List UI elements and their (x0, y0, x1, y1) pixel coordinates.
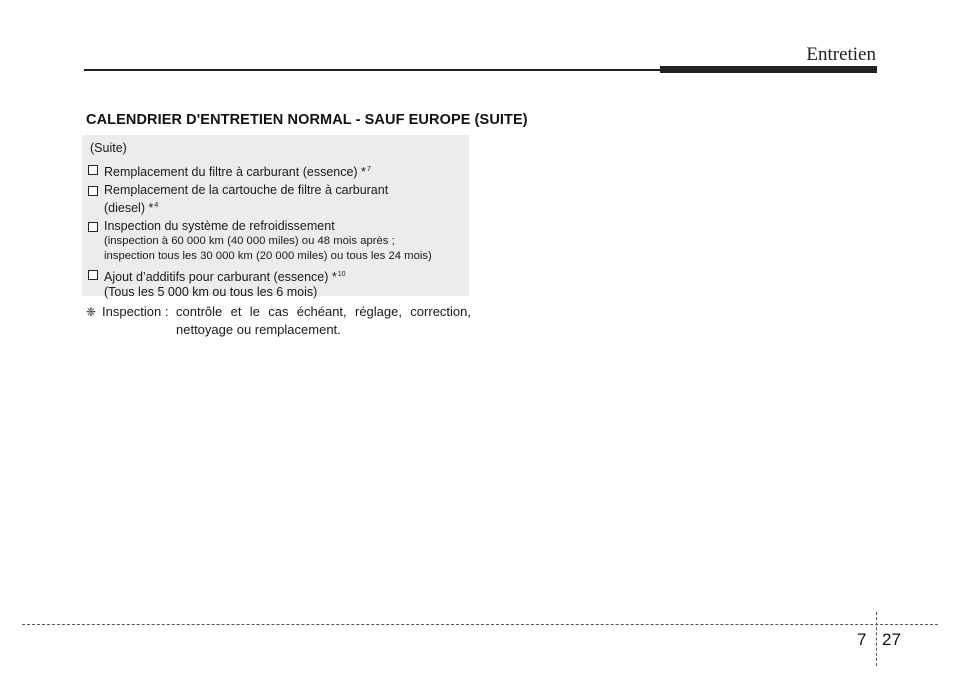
item-text: Remplacement de la cartouche de filtre à carburant (104, 183, 389, 198)
list-item (87, 183, 465, 216)
item-text: Ajout d’additifs pour carburant (essence) * (104, 270, 337, 285)
header-title: Entretien (806, 44, 876, 65)
header-rule-accent (660, 66, 877, 73)
chapter-number: 7 (857, 630, 867, 649)
footer-divider (22, 624, 938, 625)
note-symbol-icon: ❈ (86, 305, 97, 319)
checkbox-icon (88, 186, 98, 196)
maintenance-items (87, 162, 465, 303)
footnote-ref: 4 (154, 202, 159, 210)
section-heading: CALENDRIER D'ENTRETIEN NORMAL - SAUF EUROPE (SUITE) (86, 112, 528, 128)
checkbox-icon (88, 270, 98, 280)
checkbox-icon (88, 222, 98, 232)
inspection-note (86, 303, 471, 339)
item-detail: (inspection à 60 000 km (40 000 miles) ou 48 mois après ; (104, 235, 395, 248)
note-definition: nettoyage ou remplacement. (176, 322, 341, 337)
footnote-ref: 10 (337, 271, 346, 279)
header-rule (84, 69, 660, 71)
item-text: (diesel) * (104, 201, 154, 216)
footer-page-divider (876, 612, 877, 666)
page-number: 27 (882, 630, 901, 649)
item-detail: (Tous les 5 000 km ou tous les 6 mois) (104, 285, 318, 300)
item-detail: inspection tous les 30 000 km (20 000 miles) ou tous les 24 mois) (104, 250, 432, 263)
list-item (87, 162, 465, 180)
note-definition: contrôle et le cas échéant, réglage, correction, (176, 304, 471, 319)
checkbox-icon (88, 165, 98, 175)
footnote-ref: 7 (366, 166, 371, 173)
list-item (87, 267, 465, 300)
item-text: Inspection du système de refroidissement (104, 219, 335, 234)
note-term: Inspection : (102, 304, 169, 319)
item-text: Remplacement du filtre à carburant (essence) * (104, 165, 366, 180)
list-item (87, 219, 465, 264)
suite-label: (Suite) (90, 141, 127, 155)
maintenance-panel (82, 135, 469, 300)
